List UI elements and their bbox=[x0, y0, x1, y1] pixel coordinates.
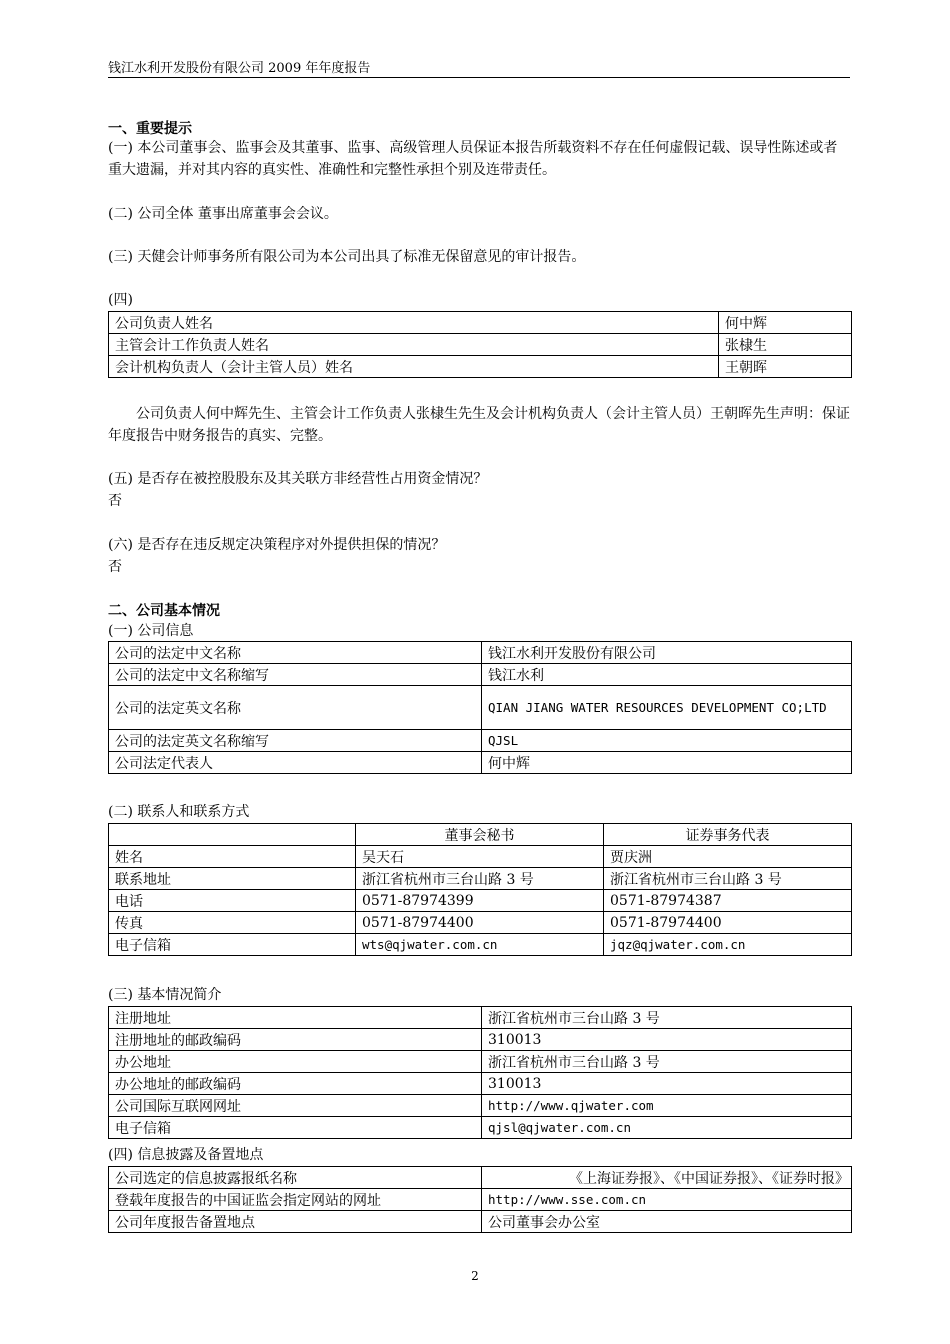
contact-rep-email: jqz@qjwater.com.cn bbox=[604, 934, 852, 956]
table-row bbox=[109, 1095, 852, 1117]
contact-rep: 贾庆洲 bbox=[604, 846, 852, 868]
header-rule bbox=[108, 77, 850, 78]
table-row bbox=[109, 1117, 852, 1139]
section1-p3: (三) 天健会计师事务所有限公司为本公司出具了标准无保留意见的审计报告。 bbox=[108, 249, 586, 265]
disclosure-value: 《上海证券报》、《中国证券报》、《证券时报》 bbox=[482, 1167, 852, 1189]
table-row bbox=[109, 846, 852, 868]
table-row bbox=[109, 664, 852, 686]
table-row bbox=[109, 1167, 852, 1189]
table-row bbox=[109, 868, 852, 890]
contact-header: 证券事务代表 bbox=[604, 824, 852, 846]
officers-table bbox=[108, 311, 852, 378]
contact-label: 电子信箱 bbox=[109, 934, 356, 956]
section2-title: 二、公司基本情况 bbox=[108, 603, 220, 619]
question-5: (五) 是否存在被控股股东及其关联方非经营性占用资金情况？ bbox=[108, 471, 488, 487]
contacts-table bbox=[108, 823, 852, 956]
table-row bbox=[109, 912, 852, 934]
info-label: 公司的法定英文名称 bbox=[109, 686, 482, 730]
disclosure-label: 登载年度报告的中国证监会指定网站的网址 bbox=[109, 1189, 482, 1211]
disclosure-table bbox=[108, 1166, 852, 1233]
contact-secretary: 浙江省杭州市三台山路 3 号 bbox=[356, 868, 604, 890]
company-email: qjsl@qjwater.com.cn bbox=[482, 1117, 852, 1139]
table-row bbox=[109, 934, 852, 956]
basic-value: 310013 bbox=[482, 1073, 852, 1095]
table-row bbox=[109, 890, 852, 912]
basic-label: 办公地址的邮政编码 bbox=[109, 1073, 482, 1095]
website-url: http://www.qjwater.com bbox=[482, 1095, 852, 1117]
officer-label: 公司负责人姓名 bbox=[109, 312, 719, 334]
table-row bbox=[109, 1051, 852, 1073]
answer-5: 否 bbox=[108, 493, 122, 509]
table-row bbox=[109, 642, 852, 664]
info-value: 钱江水利开发股份有限公司 bbox=[482, 642, 852, 664]
page-number: 2 bbox=[471, 1269, 479, 1283]
contacts-heading: (二) 联系人和联系方式 bbox=[108, 804, 250, 820]
section1-p1: (一) 本公司董事会、监事会及其董事、监事、高级管理人员保证本报告所载资料不存在任何虚假记载、误导性陈述或者重大遗漏，并对其内容的真实性、准确性和完整性承担个别及连带责任。 bbox=[108, 140, 838, 178]
contact-label: 电话 bbox=[109, 890, 356, 912]
table-row bbox=[109, 1189, 852, 1211]
info-value: QJSL bbox=[482, 730, 852, 752]
contact-secretary: 0571-87974399 bbox=[356, 890, 604, 912]
table-row bbox=[109, 312, 852, 334]
contact-header bbox=[109, 824, 356, 846]
info-label: 公司的法定中文名称 bbox=[109, 642, 482, 664]
disclosure-heading: (四) 信息披露及备置地点 bbox=[108, 1147, 264, 1163]
info-label: 公司的法定中文名称缩写 bbox=[109, 664, 482, 686]
table-header-row bbox=[109, 824, 852, 846]
disclosure-label: 公司年度报告备置地点 bbox=[109, 1211, 482, 1233]
question-6: (六) 是否存在违反规定决策程序对外提供担保的情况？ bbox=[108, 537, 446, 553]
contact-secretary: 0571-87974400 bbox=[356, 912, 604, 934]
report-header: 钱江水利开发股份有限公司 2009 年年度报告 bbox=[108, 61, 371, 76]
info-value: 钱江水利 bbox=[482, 664, 852, 686]
info-label: 公司的法定英文名称缩写 bbox=[109, 730, 482, 752]
disclosure-label: 公司选定的信息披露报纸名称 bbox=[109, 1167, 482, 1189]
disclosure-value: 公司董事会办公室 bbox=[482, 1211, 852, 1233]
section1-p4-label: (四) bbox=[108, 292, 133, 308]
table-row bbox=[109, 1073, 852, 1095]
contact-header: 董事会秘书 bbox=[356, 824, 604, 846]
disclosure-url: http://www.sse.com.cn bbox=[482, 1189, 852, 1211]
contact-label: 姓名 bbox=[109, 846, 356, 868]
basic-value: 浙江省杭州市三台山路 3 号 bbox=[482, 1051, 852, 1073]
contact-rep: 浙江省杭州市三台山路 3 号 bbox=[604, 868, 852, 890]
officer-value: 何中辉 bbox=[719, 312, 852, 334]
info-value: QIAN JIANG WATER RESOURCES DEVELOPMENT CO;LTD bbox=[482, 686, 852, 730]
contact-secretary: 吴天石 bbox=[356, 846, 604, 868]
company-info-heading: (一) 公司信息 bbox=[108, 623, 194, 639]
basic-info-table bbox=[108, 1006, 852, 1139]
officer-value: 王朝晖 bbox=[719, 356, 852, 378]
table-row bbox=[109, 1007, 852, 1029]
basic-info-heading: (三) 基本情况简介 bbox=[108, 987, 222, 1003]
officer-label: 会计机构负责人（会计主管人员）姓名 bbox=[109, 356, 719, 378]
contact-rep: 0571-87974400 bbox=[604, 912, 852, 934]
officers-statement: 公司负责人何中辉先生、主管会计工作负责人张棣生先生及会计机构负责人（会计主管人员）王朝晖先生声明：保证年度报告中财务报告的真实、完整。 bbox=[108, 406, 850, 444]
section1-p2: (二) 公司全体 董事出席董事会会议。 bbox=[108, 206, 338, 222]
answer-6: 否 bbox=[108, 559, 122, 575]
table-row bbox=[109, 1211, 852, 1233]
basic-value: 310013 bbox=[482, 1029, 852, 1051]
basic-label: 办公地址 bbox=[109, 1051, 482, 1073]
table-row bbox=[109, 730, 852, 752]
basic-label: 注册地址 bbox=[109, 1007, 482, 1029]
table-row bbox=[109, 686, 852, 730]
basic-label: 电子信箱 bbox=[109, 1117, 482, 1139]
table-row bbox=[109, 1029, 852, 1051]
officer-value: 张棣生 bbox=[719, 334, 852, 356]
table-row bbox=[109, 752, 852, 774]
contact-label: 传真 bbox=[109, 912, 356, 934]
contact-label: 联系地址 bbox=[109, 868, 356, 890]
table-row bbox=[109, 356, 852, 378]
contact-rep: 0571-87974387 bbox=[604, 890, 852, 912]
officer-label: 主管会计工作负责人姓名 bbox=[109, 334, 719, 356]
info-label: 公司法定代表人 bbox=[109, 752, 482, 774]
info-value: 何中辉 bbox=[482, 752, 852, 774]
basic-value: 浙江省杭州市三台山路 3 号 bbox=[482, 1007, 852, 1029]
section1-title: 一、重要提示 bbox=[108, 121, 192, 137]
contact-secretary-email: wts@qjwater.com.cn bbox=[356, 934, 604, 956]
basic-label: 公司国际互联网网址 bbox=[109, 1095, 482, 1117]
company-info-table bbox=[108, 641, 852, 774]
basic-label: 注册地址的邮政编码 bbox=[109, 1029, 482, 1051]
table-row bbox=[109, 334, 852, 356]
